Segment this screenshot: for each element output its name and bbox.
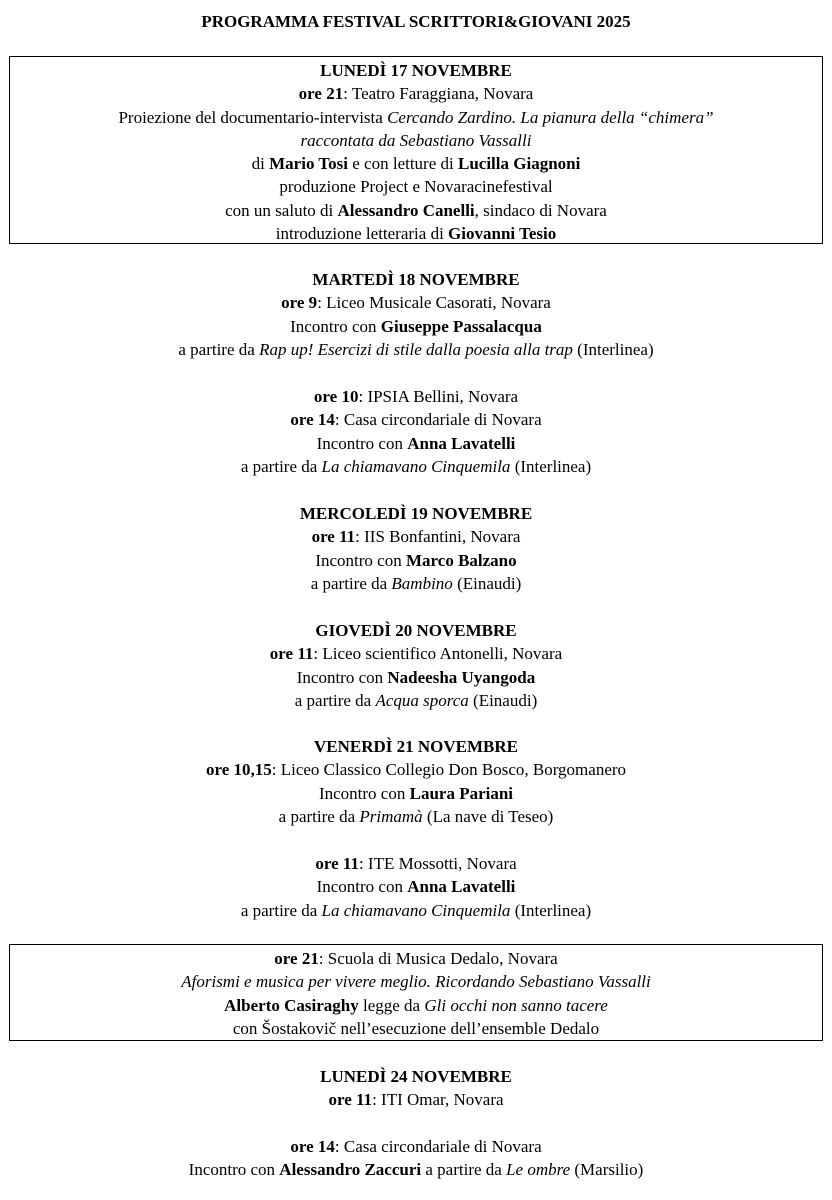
day-heading: LUNEDÌ 17 NOVEMBRE	[320, 61, 512, 80]
event-meeting: Incontro con Nadeesha Uyangoda	[296, 667, 536, 687]
day-section-thu20	[9, 619, 823, 712]
event-time-venue: ore 21: Teatro Faraggiana, Novara	[298, 84, 534, 104]
event-time-venue: ore 14: Casa circondariale di Novara	[290, 410, 542, 430]
day-section-tue18-b	[9, 385, 823, 478]
day-section-fri21	[9, 735, 823, 828]
event-book: a partire da Bambino (Einaudi)	[310, 573, 522, 593]
event-introduction: introduzione letteraria di Giovanni Tesio	[275, 224, 557, 244]
day-section-fri21-b	[9, 852, 823, 922]
day-heading: VENERDÌ 21 NOVEMBRE	[313, 737, 519, 756]
event-book: a partire da Rap up! Esercizi di stile dalla poesia alla trap (Interlinea)	[178, 339, 654, 359]
event-greeting: con un saluto di Alessandro Canelli, sindaco di Novara	[225, 200, 607, 220]
day-section-mon24-b	[9, 1135, 823, 1182]
event-book: a partire da La chiamavano Cinquemila (Interlinea)	[240, 456, 592, 476]
event-time-venue: ore 9: Liceo Musicale Casorati, Novara	[281, 293, 551, 313]
event-meeting: Incontro con Alessandro Zaccuri a partire da Le ombre (Marsilio)	[188, 1160, 644, 1180]
event-time-venue: ore 21: Scuola di Musica Dedalo, Novara	[274, 949, 558, 968]
day-section-mon24	[9, 1065, 823, 1112]
day-section-wed19	[9, 502, 823, 595]
event-meeting: Incontro con Anna Lavatelli	[316, 433, 516, 453]
day-section-tue18	[9, 268, 823, 361]
event-meeting: Incontro con Marco Balzano	[315, 550, 517, 570]
day-heading: GIOVEDÌ 20 NOVEMBRE	[315, 621, 517, 640]
event-time-venue: ore 10,15: Liceo Classico Collegio Don Bosco, Borgomanero	[205, 760, 627, 780]
event-credits: di Mario Tosi e con letture di Lucilla Giagnoni	[251, 154, 581, 174]
event-music: con Šostakovič nell’esecuzione dell’ensemble Dedalo	[232, 1018, 600, 1038]
event-reading: Alberto Casiraghy legge da Gli occhi non sanno tacere	[224, 995, 608, 1015]
day-heading: LUNEDÌ 24 NOVEMBRE	[320, 1067, 512, 1086]
event-description: raccontata da Sebastiano Vassalli	[300, 130, 532, 150]
event-title: Aforismi e musica per vivere meglio. Ricordando Sebastiano Vassalli	[181, 972, 651, 992]
event-book: a partire da La chiamavano Cinquemila (Interlinea)	[240, 900, 592, 920]
event-production: produzione Project e Novaracinefestival	[279, 177, 553, 197]
event-book: a partire da Acqua sporca (Einaudi)	[294, 690, 538, 710]
event-time-venue: ore 11: Liceo scientifico Antonelli, Novara	[269, 644, 563, 664]
event-box-fri21-evening	[9, 944, 823, 1041]
day-heading: MARTEDÌ 18 NOVEMBRE	[312, 270, 520, 289]
page-title: PROGRAMMA FESTIVAL SCRITTORI&GIOVANI 2025	[201, 12, 631, 31]
event-meeting: Incontro con Anna Lavatelli	[316, 877, 516, 897]
event-time-venue: ore 11: IIS Bonfantini, Novara	[311, 527, 521, 547]
event-time-venue: ore 11: ITI Omar, Novara	[328, 1090, 504, 1110]
event-box-mon17	[9, 56, 823, 244]
event-meeting: Incontro con Giuseppe Passalacqua	[290, 316, 542, 336]
event-book: a partire da Primamà (La nave di Teseo)	[278, 806, 554, 826]
event-time-venue: ore 11: ITE Mossotti, Novara	[315, 854, 517, 873]
event-description: Proiezione del documentario-intervista Cercando Zardino. La pianura della “chimera”	[118, 107, 714, 127]
day-heading: MERCOLEDÌ 19 NOVEMBRE	[299, 504, 533, 523]
event-meeting: Incontro con Laura Pariani	[318, 783, 514, 803]
event-time-venue: ore 10: IPSIA Bellini, Novara	[313, 387, 519, 406]
event-time-venue: ore 14: Casa circondariale di Novara	[290, 1137, 542, 1156]
